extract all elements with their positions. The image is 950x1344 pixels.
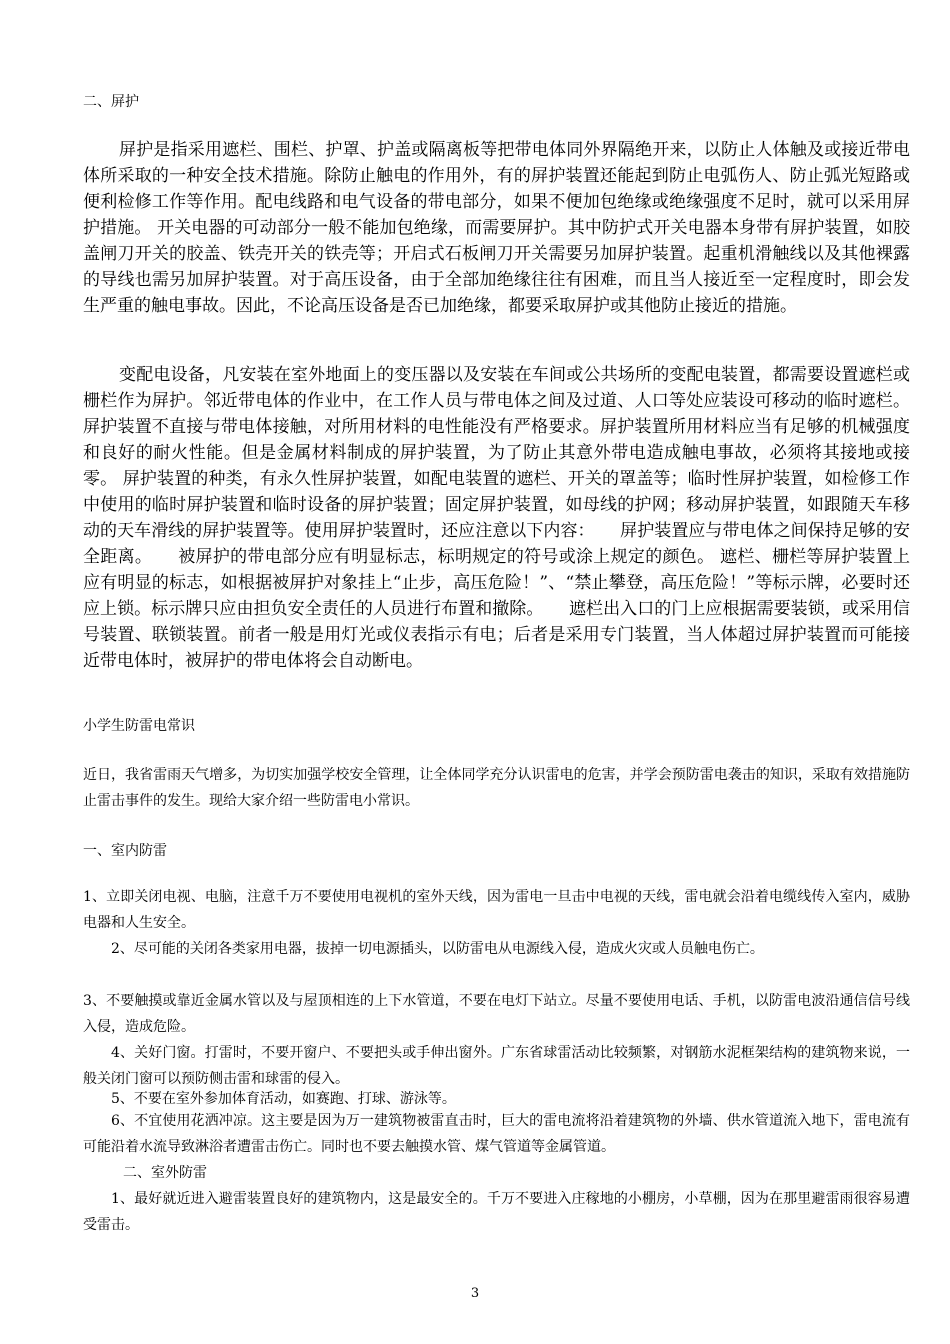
section-heading-outdoor: 二、室外防雷 [123,1165,207,1181]
paragraph-shielding-definition: 屏护是指采用遮栏、围栏、护罩、护盖或隔离板等把带电体同外界隔绝开来，以防止人体触及或接近带电体所采取的一种安全技术措施。除防止触电的作用外，有的屏护装置还能起到防止电弧伤人、防止弧光短路或便利检修工作等作用。配电线路和电气设备的带电部分，如果不便加包绝缘或绝缘强度不足时，就可以采用屏护措施。 开关电器的可动部分一般不能加包绝缘，而需要屏护。其中防护式开关电器本身带有屏护装置，如胶盖闸刀开关的胶盖、铁壳开关的铁壳等；开启式石板闸刀开关需要另加屏护装置。起重机滑触线以及其他裸露的导线也需另加屏护装置。对于高压设备，由于全部加绝缘往往有困难，而且当人接近至一定程度时，即会发生严重的触电事故。因此，不论高压设备是否已加绝缘，都要采取屏护或其他防止接近的措施。 [83,140,910,316]
list-item-4: 4、关好门窗。打雷时，不要开窗户、不要把头或手伸出窗外。广东省球雷活动比较频繁，对钢筋水泥框架结构的建筑物来说，一般关闭门窗可以预防侧击雷和球雷的侵入。 [83,1045,910,1087]
page-number: 3 [470,1286,480,1301]
list-item-6: 6、不宜使用花洒冲凉。这主要是因为万一建筑物被雷直击时，巨大的雷电流将沿着建筑物的外墙、供水管道流入地下，雷电流有可能沿着水流导致淋浴者遭雷击伤亡。同时也不要去触摸水管、煤气管道等金属管道。 [83,1113,910,1155]
article-title-lightning: 小学生防雷电常识 [83,718,195,734]
section-heading-shielding: 二、屏护 [83,94,139,110]
list-item-1: 1、立即关闭电视、电脑，注意千万不要使用电视机的室外天线，因为雷电一旦击中电视的天线，雷电就会沿着电缆线传入室内，威胁电器和人生安全。 [83,889,910,931]
section-heading-indoor: 一、室内防雷 [83,843,167,859]
list-item-2: 2、尽可能的关闭各类家用电器，拔掉一切电源插头，以防雷电从电源线入侵，造成火灾或人员触电伤亡。 [111,941,764,957]
list-item-5: 5、不要在室外参加体育活动，如赛跑、打球、游泳等。 [111,1091,456,1107]
paragraph-intro: 近日，我省雷雨天气增多，为切实加强学校安全管理，让全体同学充分认识雷电的危害，并学会预防雷电袭击的知识，采取有效措施防止雷击事件的发生。现给大家介绍一些防雷电小常识。 [83,767,910,809]
list-item-3: 3、不要触摸或靠近金属水管以及与屋顶相连的上下水管道，不要在电灯下站立。尽量不要使用电话、手机，以防雷电波沿通信信号线入侵，造成危险。 [83,993,910,1035]
outdoor-item-1: 1、最好就近进入避雷装置良好的建筑物内，这是最安全的。千万不要进入庄稼地的小棚房，小草棚，因为在那里避雷雨很容易遭受雷击。 [83,1191,910,1233]
paragraph-substation-shielding: 变配电设备，凡安装在室外地面上的变压器以及安装在车间或公共场所的变配电装置，都需要设置遮栏或栅栏作为屏护。邻近带电体的作业中，在工作人员与带电体之间及过道、人口等处应装设可移动的临时遮栏。 屏护装置不直接与带电体接触，对所用材料的电性能没有严格要求。屏护装置所用材料应当有足够的机械强度和良好的耐火性能。但是金属材料制成的屏护装置，为了防止其意外带电造成触电事故，必须将其接地或接零。 屏护装置的种类，有永久性屏护装置，如配电装置的遮栏、开关的罩盖等；临时性屏护装置，如检修工作中使用的临时屏护装置和临时设备的屏护装置；固定屏护装置，如母线的护网；移动屏护装置，如跟随天车移动的天车滑线的屏护装置等。使用屏护装置时，还应注意以下内容： 屏护装置应与带电体之间保持足够的安全距离。 被屏护的带电部分应有明显标志，标明规定的符号或涂上规定的颜色。 遮栏、栅栏等屏护装置上应有明显的标志，如根据被屏护对象挂上“止步，高压危险！”、“禁止攀登，高压危险！”等标示牌，必要时还应上锁。标示牌只应由担负安全责任的人员进行布置和撤除。 遮栏出入口的门上应根据需要装锁，或采用信号装置、联锁装置。前者一般是用灯光或仪表指示有电；后者是采用专门装置，当人体超过屏护装置而可能接近带电体时，被屏护的带电体将会自动断电。 [83,365,910,671]
